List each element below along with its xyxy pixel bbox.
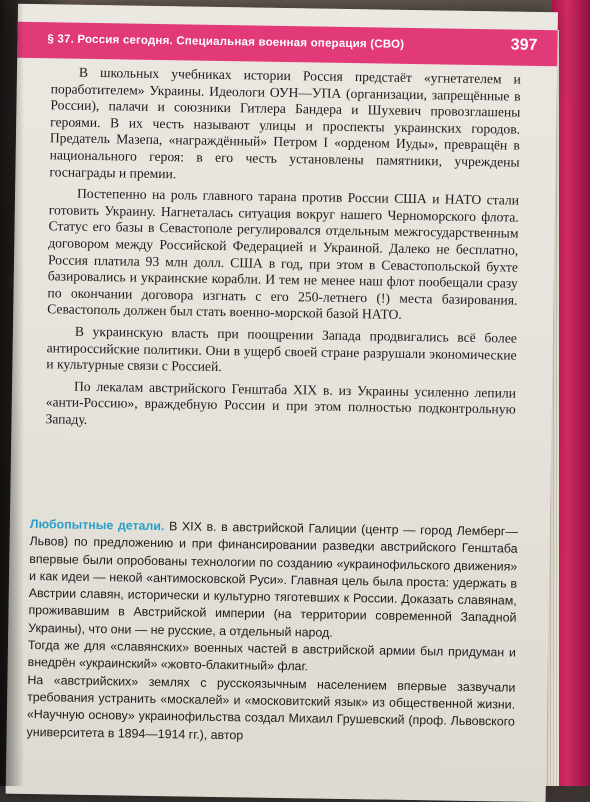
page-shadow <box>0 0 24 786</box>
paragraph: Постепенно на роль главного тарана против России США и НАТО стали готовить Украину. Нагнеталась ситуация вокруг нашего Черноморского флота. Статус его базы в Севастополе регулировался отдельным межгосударственным договором между Российской Федерацией и Украиной. Далеко не бесплатно, Россия платила 93 млн долл. США в год, при этом в Севастопольской бухте базировались и украинские корабли. И тем не менее наш флот пообещали сразу по окончании договора изгнать с его 250-летнего (!) места базирования. Севастополь должен был стать военно-морской базой НАТО. <box>47 185 520 323</box>
page-number: 397 <box>510 36 538 54</box>
curious-details-box <box>26 516 517 748</box>
chapter-title: § 37. Россия сегодня. Специальная военная операция (СВО) <box>47 33 405 51</box>
main-text <box>45 64 521 435</box>
sidebar-paragraph <box>28 516 518 645</box>
sidebar-text: В XIX в. в австрийской Галиции (центр — город Лемберг—Львов) по предложению и при финансировании разведки австрийского Генштаба впервые были опробованы технологии по созданию «украинофильского движения» и как идеи — некой «антимосковской Руси». Главная цель была проста: удержать в Австрии славян, исторически и культурно тяготевших к России. Доказать славянам, проживавшим в Австрийской империи (на территории современной Западной Украины), что они — не русские, а отдельный народ. <box>28 519 518 640</box>
book-page <box>6 4 558 802</box>
sidebar-lead: Любопытные детали. <box>29 517 165 534</box>
paragraph: По лекалам австрийского Генштаба XIX в. из Украины усиленно лепили «анти-Россию», враждебную России и при этом полностью подконтрольную Западу. <box>45 378 517 427</box>
paragraph: В школьных учебниках истории Россия предстаёт «угнетателем и поработителем» Украины. Идеологи ОУН—УПА (организации, запрещённые в России), палачи и союзники Гитлера Бандера и Шухевич провозглашены героями. В их честь называют улицы и проспекты украинских городов. Предатель Мазепа, «награждённый» Петром I «орденом Иуды», превращён в национального героя: в его честь установлены памятники, учреждены госнаграды и премии. <box>49 64 522 181</box>
paragraph: В украинскую власть при поощрении Запада продвигались всё более антироссийские политики. Они в ущерб своей стране разрушали экономические и культурные связи с Россией. <box>46 323 517 375</box>
sidebar-paragraph: Тогда же для «славянских» военных частей в австрийской армии был придуман и внедрён «украинский» «жовто-блакитный» флаг. <box>27 638 517 674</box>
sidebar-paragraph: На «австрийских» землях с русскоязычным населением впервые зазвучали требования устранить «москалей» и «московитский язык» из общественной жизни. «Научную основу» украинофильства создал Михаил Грушевский (проф. Львовского университета в 1894—1914 гг.), автор <box>26 672 516 742</box>
